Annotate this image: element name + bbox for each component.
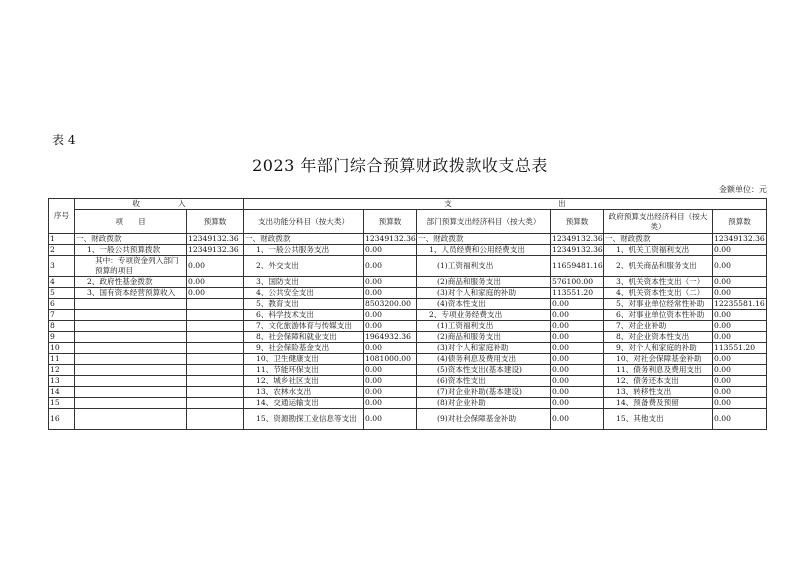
- func-amount: 0.00: [364, 376, 417, 387]
- dept-econ-category: (1)工资福利支出: [417, 321, 551, 332]
- table-row: [49, 387, 767, 398]
- table-row: [49, 299, 767, 310]
- table-row: [49, 321, 767, 332]
- income-item: 1、一般公共预算拨款: [75, 245, 187, 256]
- income-item: [75, 321, 187, 332]
- func-amount: 0.00: [364, 387, 417, 398]
- item-header: 项 目: [75, 210, 187, 234]
- func-category: 6、科学技术支出: [244, 310, 364, 321]
- func-category: 15、资源勘探工业信息等支出: [244, 409, 364, 430]
- gov-econ-category: 15、其他支出: [604, 409, 713, 430]
- dept-amount: 12349132.36: [552, 234, 603, 243]
- row-number: 5: [49, 288, 75, 299]
- gov-econ-category: 4、机关资本性支出（二）: [604, 288, 713, 299]
- seq-header: 序号: [49, 199, 75, 234]
- dept-amount: 0.00: [551, 409, 604, 430]
- func-amount: 1964932.36: [364, 332, 417, 343]
- gov-amount: 0.00: [713, 398, 767, 409]
- dept-amount: 0.00: [551, 365, 604, 376]
- dept-econ-category: (7)对企业补助(基本建设): [417, 387, 551, 398]
- gov-econ-category: 2、机关商品和服务支出: [604, 256, 713, 277]
- dept-amount: 576100.00: [551, 277, 604, 288]
- row-number: 16: [49, 409, 75, 430]
- func-category: 14、交通运输支出: [244, 398, 364, 409]
- income-amount: [187, 354, 244, 365]
- func-amount: 0.00: [364, 256, 417, 277]
- func-amount: 0.00: [364, 365, 417, 376]
- income-amount: 0.00: [187, 256, 244, 277]
- income-item: [75, 354, 187, 365]
- gov-amount: 12349132.36: [714, 234, 765, 243]
- func-category: 4、公共安全支出: [244, 288, 364, 299]
- func-category: 一、财政拨款: [244, 234, 364, 245]
- table-number: 表 4: [52, 133, 76, 147]
- gov-amount: 113551.20: [713, 343, 767, 354]
- gov-econ-category: 3、机关资本性支出（一）: [604, 277, 713, 288]
- income-amount: 12349132.36: [187, 234, 244, 245]
- table-row: [49, 354, 767, 365]
- income-item: 一、财政拨款: [75, 234, 187, 245]
- row-number: 9: [49, 332, 75, 343]
- func-category: 13、农林水支出: [244, 387, 364, 398]
- table-row: [49, 245, 767, 256]
- dept-amount: 0.00: [551, 376, 604, 387]
- gov-amount: 0.00: [713, 277, 767, 288]
- dept-amount: 0.00: [551, 387, 604, 398]
- table-row: [49, 277, 767, 288]
- func-category: 2、外交支出: [244, 256, 364, 277]
- income-amount: 0.00: [187, 277, 244, 288]
- gov-amount: 0.00: [713, 354, 767, 365]
- income-item: 其中：专项资金列入部门预算的项目: [75, 256, 187, 277]
- table-row: [49, 343, 767, 354]
- dept-econ-category: (1)工资福利支出: [417, 256, 551, 277]
- dept-econ-category: 一、财政拨款: [417, 234, 551, 245]
- income-item: [75, 365, 187, 376]
- func-category: 10、卫生健康支出: [244, 354, 364, 365]
- dept-econ-category: (9)对社会保障基金补助: [417, 409, 551, 430]
- gov-amount: 0.00: [713, 310, 767, 321]
- dept-econ-category: 2、专项业务经费支出: [417, 310, 551, 321]
- func-amount: 12349132.36: [365, 234, 416, 243]
- gov-econ-category: 1、机关工资福利支出: [604, 245, 713, 256]
- gov-econ-category: 8、对企业资本性支出: [604, 332, 713, 343]
- gov-econ-category: 9、对个人和家庭的补助: [604, 343, 713, 354]
- income-item: [75, 299, 187, 310]
- income-amount: [187, 310, 244, 321]
- income-amount: 0.00: [187, 288, 244, 299]
- expense-header: 支 出: [244, 199, 767, 210]
- func-category: 9、社会保险基金支出: [244, 343, 364, 354]
- dept-amount: 11659481.16: [551, 256, 604, 277]
- income-item: 2、政府性基金拨款: [75, 277, 187, 288]
- func-category: 5、教育支出: [244, 299, 364, 310]
- dept-amount: 113551.20: [551, 288, 604, 299]
- func-category: 11、节能环保支出: [244, 365, 364, 376]
- table-row: [49, 376, 767, 387]
- gov-econ-category: 11、债务利息及费用支出: [604, 365, 713, 376]
- func-budget-header: 预算数: [364, 210, 417, 234]
- gov-econ-category: 一、财政拨款: [604, 234, 713, 245]
- row-number: 15: [49, 398, 75, 409]
- dept-amount: 0.00: [551, 398, 604, 409]
- row-number: 11: [49, 354, 75, 365]
- func-amount: 0.00: [364, 310, 417, 321]
- table-row: [49, 332, 767, 343]
- dept-econ-category: (6)资本性支出: [417, 376, 551, 387]
- income-amount: [187, 332, 244, 343]
- page-title: 2023 年部门综合预算财政拨款收支总表: [252, 156, 548, 175]
- dept-econ-category: (3)对个人和家庭补助: [417, 343, 551, 354]
- dept-econ-category: (3)对个人和家庭的补助: [417, 288, 551, 299]
- gov-amount: 0.00: [713, 365, 767, 376]
- income-item: [75, 387, 187, 398]
- table-row: [49, 409, 767, 430]
- dept-econ-header: 部门预算支出经济科目（按大类）: [417, 210, 551, 234]
- dept-econ-category: (4)资本性支出: [417, 299, 551, 310]
- budget-summary-table: [48, 198, 767, 430]
- income-amount: [187, 299, 244, 310]
- row-number: 13: [49, 376, 75, 387]
- row-number: 6: [49, 299, 75, 310]
- func-category: 3、国防支出: [244, 277, 364, 288]
- income-amount: [187, 409, 244, 430]
- row-number: 10: [49, 343, 75, 354]
- gov-econ-category: 6、对事业单位资本性补助: [604, 310, 713, 321]
- gov-amount: 0.00: [713, 321, 767, 332]
- func-amount: 0.00: [364, 277, 417, 288]
- gov-econ-category: 13、转移性支出: [604, 387, 713, 398]
- gov-amount: 0.00: [713, 387, 767, 398]
- dept-econ-category: (4)债务利息及费用支出: [417, 354, 551, 365]
- currency-unit-label: 金额单位：元: [719, 185, 767, 194]
- dept-amount: 0.00: [551, 299, 604, 310]
- row-number: 8: [49, 321, 75, 332]
- gov-amount: 0.00: [713, 245, 767, 256]
- dept-amount: 0.00: [551, 343, 604, 354]
- gov-amount: 0.00: [713, 409, 767, 430]
- table-row: [49, 365, 767, 376]
- income-amount: [187, 321, 244, 332]
- func-category: 12、城乡社区支出: [244, 376, 364, 387]
- gov-amount: 0.00: [713, 256, 767, 277]
- row-number: 4: [49, 277, 75, 288]
- dept-budget-header: 预算数: [551, 210, 604, 234]
- gov-amount: 0.00: [713, 376, 767, 387]
- income-budget-header: 预算数: [187, 210, 244, 234]
- income-item: 3、国有资本经营预算收入: [75, 288, 187, 299]
- func-amount: 0.00: [364, 321, 417, 332]
- table-row: [49, 310, 767, 321]
- row-number: 2: [49, 245, 75, 256]
- income-item: [75, 343, 187, 354]
- func-amount: 1081000.00: [364, 354, 417, 365]
- dept-amount: 0.00: [551, 332, 604, 343]
- gov-amount: 0.00: [713, 288, 767, 299]
- func-category: 7、文化旅游体育与传媒支出: [244, 321, 364, 332]
- row-number: 1: [49, 234, 75, 245]
- row-number: 12: [49, 365, 75, 376]
- gov-econ-header: 政府预算支出经济科目（按大类）: [604, 210, 713, 234]
- table-row: [49, 398, 767, 409]
- income-item: [75, 310, 187, 321]
- row-number: 3: [49, 256, 75, 277]
- dept-econ-category: 1、人员经费和公用经费支出: [417, 245, 551, 256]
- income-amount: 12349132.36: [187, 245, 244, 256]
- row-number: 7: [49, 310, 75, 321]
- func-amount: 0.00: [364, 288, 417, 299]
- dept-econ-category: (2)商品和服务支出: [417, 277, 551, 288]
- gov-econ-category: 7、对企业补助: [604, 321, 713, 332]
- table-row: [49, 288, 767, 299]
- dept-amount: 12349132.36: [552, 245, 603, 254]
- gov-econ-category: 10、对社会保障基金补助: [604, 354, 713, 365]
- income-item: [75, 376, 187, 387]
- func-category-header: 支出功能分科目（按大类）: [244, 210, 364, 234]
- income-item: [75, 332, 187, 343]
- gov-econ-category: 14、预备费及预留: [604, 398, 713, 409]
- dept-amount: 0.00: [551, 321, 604, 332]
- row-number: 14: [49, 387, 75, 398]
- func-category: 1、一般公共服务支出: [244, 245, 364, 256]
- income-amount: [187, 343, 244, 354]
- income-amount: [187, 376, 244, 387]
- income-header: 收 入: [75, 199, 244, 210]
- gov-amount: 12235581.16: [714, 299, 765, 308]
- dept-econ-category: (2)商品和服务支出: [417, 332, 551, 343]
- dept-econ-category: (8)对企业补助: [417, 398, 551, 409]
- func-category: 8、社会保障和就业支出: [244, 332, 364, 343]
- income-amount: [187, 365, 244, 376]
- dept-amount: 0.00: [551, 310, 604, 321]
- dept-econ-category: (5)资本性支出(基本建设): [417, 365, 551, 376]
- dept-amount: 0.00: [551, 354, 604, 365]
- func-amount: 0.00: [364, 409, 417, 430]
- income-amount: [187, 387, 244, 398]
- func-amount: 0.00: [364, 245, 417, 256]
- func-amount: 8503200.00: [364, 299, 417, 310]
- table-row: [49, 234, 767, 245]
- income-amount: [187, 398, 244, 409]
- gov-amount: 0.00: [713, 332, 767, 343]
- gov-econ-category: 12、债务还本支出: [604, 376, 713, 387]
- gov-budget-header: 预算数: [713, 210, 767, 234]
- func-amount: 0.00: [364, 398, 417, 409]
- income-item: [75, 398, 187, 409]
- income-item: [75, 409, 187, 430]
- table-row: [49, 256, 767, 277]
- gov-econ-category: 5、对事业单位经常性补助: [604, 299, 713, 310]
- func-amount: 0.00: [364, 343, 417, 354]
